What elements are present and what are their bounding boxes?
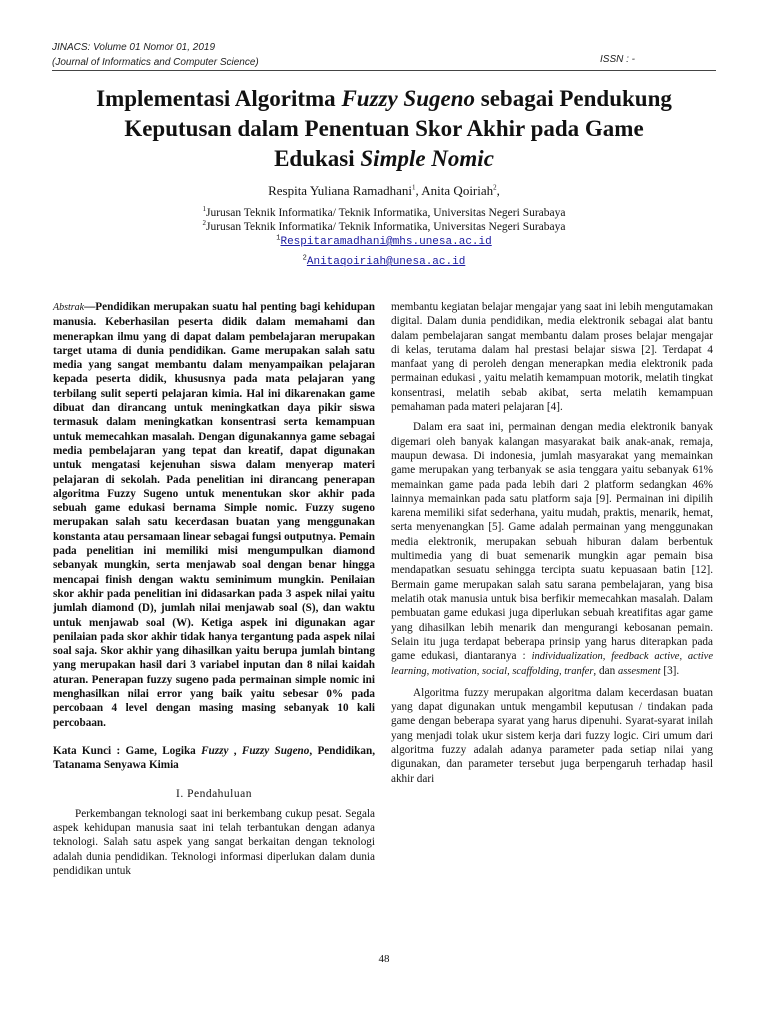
title-line-1: Implementasi Algoritma Fuzzy Sugeno sebagai Pendukung bbox=[96, 86, 672, 111]
title-line-2: Keputusan dalam Penentuan Skor Akhir pada Game bbox=[124, 116, 644, 141]
paper-title bbox=[40, 84, 728, 174]
paragraph-1: membantu kegiatan belajar mengajar yang saat ini lebih mengutamakan digital. Dalam dunia pendidikan, media elektronik sebagai alat bantu dalam pembelajaran sangat membantu dalam proses belajar mengajar di kelas, terutama dalam hal prestasi belajar siswa [2]. Terdapat 4 manfaat yang di peroleh dengan menerapkan media elektronik pada permainan edukasi , yaitu melatih kemampuan motorik, melatih tingkat konsentrasi, melatih sebab akibat, serta melatih kemampuan pemahaman pada materi pelajaran [4]. bbox=[391, 301, 713, 414]
email-2[interactable]: $^2$Anitaqoiriah@unesa.ac.id bbox=[302, 254, 466, 268]
running-header bbox=[52, 40, 259, 70]
email-1[interactable]: $^1$Respitaramadhani@mhs.unesa.ac.id bbox=[276, 234, 492, 248]
title-line-3: Edukasi Simple Nomic bbox=[274, 146, 494, 171]
header-divider bbox=[52, 70, 716, 71]
left-column bbox=[53, 300, 375, 878]
keywords: Kata Kunci : Game, Logika Fuzzy , Fuzzy Sugeno, Pendidikan, Tatanama Senyawa Kimia bbox=[53, 744, 375, 772]
journal-volume: JINACS: Volume 01 Nomor 01, 2019 bbox=[52, 42, 216, 53]
journal-name: (Journal of Informatics and Computer Science) bbox=[52, 57, 259, 68]
issn: ISSN : - bbox=[600, 54, 636, 65]
section-heading: I. Pendahuluan bbox=[176, 787, 252, 800]
abstract: Abstrak—Pendidikan merupakan suatu hal penting bagi kehidupan manusia. Keberhasilan peserta didik dalam memahami dan menerapkan ilmu yang di dapat dalam pembelajaran merupakan target utama di dunia pendidikan. Game merupakan salah satu media yang sangat membantu dalam menyampaikan pelajaran kepada peserta didik, khususnya pada mata pelajaran yang terbilang sulit seperti pelajaran kimia. Hal ini dikarenakan game dibuat dan dirancang untuk meningkatkan daya pikir siswa termasuk dalam meningkatkan konsentrasi serta kemampuan untuk memecahkan masalah. Dengan digunakannya game sebagai media pembelajaran yang tepat dan kreatif, dapat digunakan untuk mengatasi kejenuhan siswa dalam menyerap materi pelajaran di sekolah. Pada penelitian ini dirancang penerapan algoritma Fuzzy Sugeno untuk menentukan skor akhir pada sebuah game edukasi bernama Simple nomic. Fuzzy sugeno merupakan salah satu kecerdasan buatan yang menggunakan konstanta atau persamaan linear sebagai fungsi outputnya. Pemain pada penelitian ini memiliki misi mengumpulkan diamond sebanyak mungkin, serta menjawab soal dengan benar hingga mencapai finish dengan waktu seminimum mungkin. Penilaian skor akhir pada penelitian ini didasarkan pada 3 aspek nilai yaitu jumlah diamond (D), jumlah nilai menjawab soal (S), dan waktu untuk menjawab soal (W). Ketiga aspek ini digunakan agar penilaian pada skor akhir tidak hanya tergantung pada aspek nilai soal saja. Skor akhir yang dihasilkan yaitu berupa jumlah bintang yang merupakan hasil dari 3 variabel inputan dan 8 nilai kaidah aturan. Penerapan fuzzy sugeno pada permainan simple nomic ini menghasilkan nilai error yang baik yaitu sebesar 0% pada percobaan 4 level dengan masing masing sebanyak 10 kali percobaan. bbox=[53, 301, 375, 729]
affiliation-2: $^2$Jurusan Teknik Informatika/ Teknik Informatika, Universitas Negeri Surabaya bbox=[202, 219, 566, 233]
affiliations bbox=[0, 206, 768, 234]
affiliation-1: $^1$Jurusan Teknik Informatika/ Teknik Informatika, Universitas Negeri Surabaya bbox=[202, 205, 566, 219]
paragraph-3: Algoritma fuzzy merupakan algoritma dalam kecerdasan buatan yang dapat digunakan untuk mengambil keputusan / tindakan pada game dengan beberapa syarat yang harus dipenuhi. Syarat-syarat inilah yang menjadi tolak ukur sistem kerja dari fuzzy logic. Ciri umum dari algoritma fuzzy adalah adanya parameter pada setiap nilai yang digunakan, dan parameter tersebut juga berpengaruh terhadap hasil akhir dari bbox=[391, 686, 713, 785]
paragraph-2: Dalam era saat ini, permainan dengan media elektronik banyak digemari oleh banyak kalangan masyarakat baik anak-anak, remaja, maupun dewasa. Di indonesia, jumlah masyarakat yang memainkan game merupakan yang terbanyak se asia tenggara yaitu sebanyak 61% memainkan game pada pada lebih dari 2 platform sedangkan 46% lainnya memainkan pada satu platform saja [9]. Permainan ini dipilih karena memiliki sifat sederhana, yaitu mudah, praktis, menarik, hemat, serta menyenangkan [5]. Game adalah permainan yang menggunakan media elektronik, merupakan sebuah hiburan dalam berbentuk multimedia yang di buat semenarik mungkin agar pemain bisa mendapatkan sesuatu sehingga tercipta suatu kepuasaan batin [12]. Bermain game merupakan salah satu sarana pembelajaran, yang bisa melatih otak manusia untuk bisa berfikir memecahkan masalah. Dalam pembuatan game edukasi juga diperlukan sebuah kreatifitas agar game yang dihasilkan lebih menarik dan mengurangi kebosanan pemain. Selain itu juga terdapat beberapa prinsip yang harus diterapkan pada game edukasi, diantaranya : individualization, feedback active, active learning, motivation, social, scaffolding, tranfer, dan assesment [3]. bbox=[391, 421, 713, 678]
intro-paragraph: Perkembangan teknologi saat ini berkembang cukup pesat. Segala aspek kehidupan manusia saat ini telah terbantukan dengan adanya teknologi. Salah satu aspek yang sangat berkaitan dengan teknologi adalah dunia pendidikan. Teknologi informasi diperlukan dalam dunia pendidikan untuk bbox=[53, 807, 375, 877]
page-number: 48 bbox=[378, 953, 390, 965]
author-list: Respita Yuliana Ramadhani$^1$, Anita Qoiriah$^2$, bbox=[268, 183, 500, 198]
right-column bbox=[391, 300, 713, 786]
